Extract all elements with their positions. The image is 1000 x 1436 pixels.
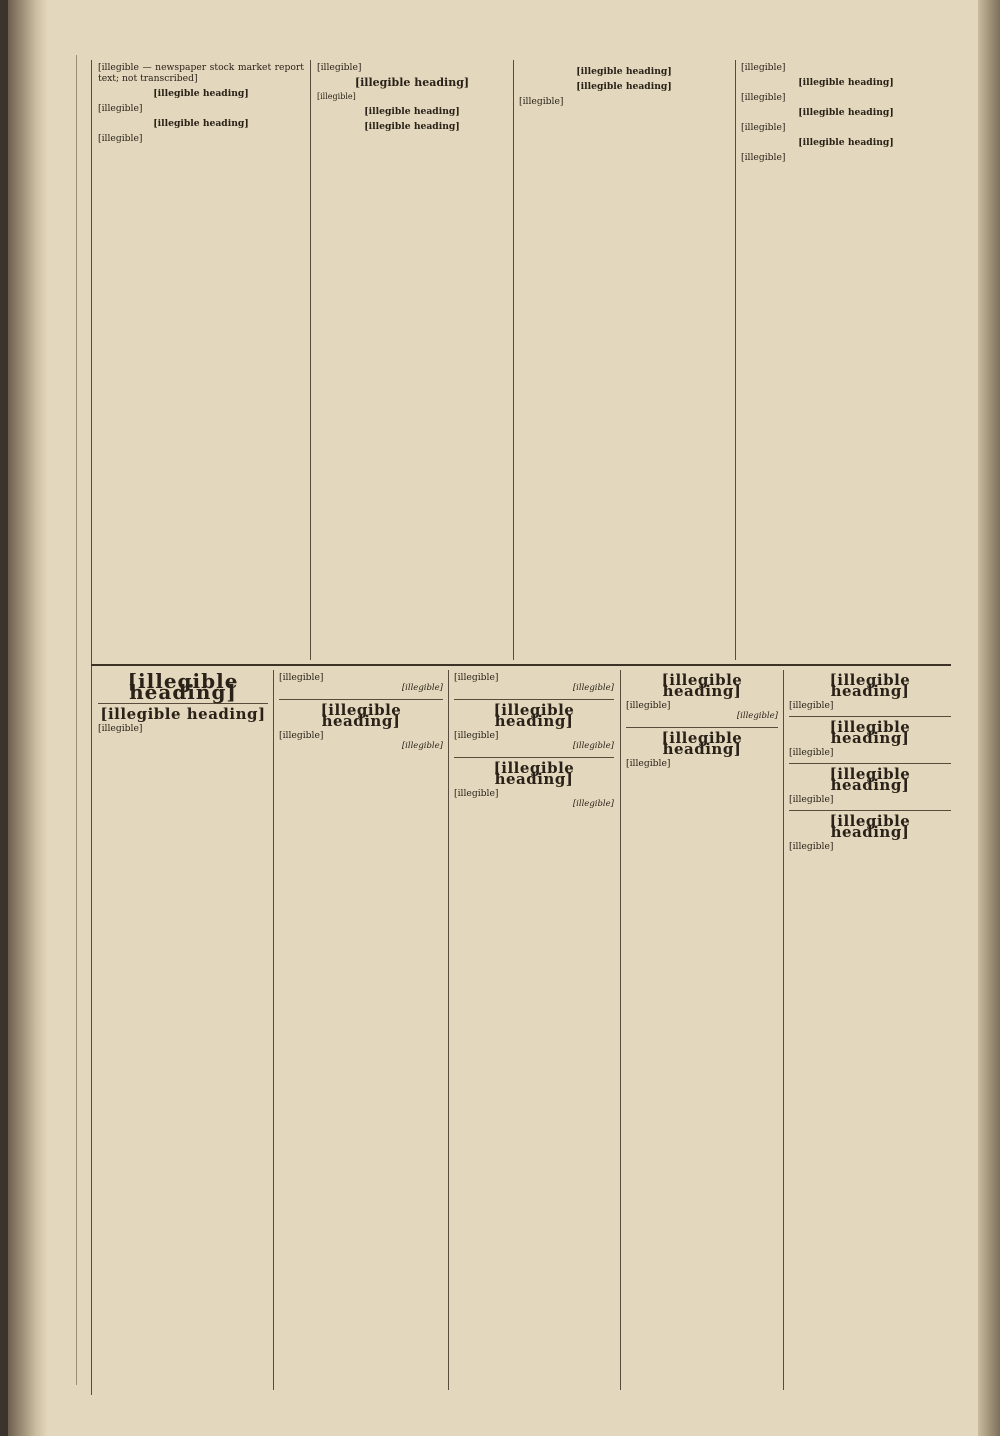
notice-body: [illegible] bbox=[454, 788, 499, 799]
notices-column-2 bbox=[279, 672, 443, 1388]
market-column-1 bbox=[98, 62, 304, 660]
notices-main-heading: [illegible heading] bbox=[127, 672, 239, 704]
notices-column-3 bbox=[454, 672, 614, 1388]
section-heading: [illegible heading] bbox=[798, 77, 894, 88]
notice-body: [illegible] bbox=[279, 730, 324, 741]
section-rule bbox=[91, 664, 951, 666]
section-heading: [illegible heading] bbox=[153, 88, 249, 99]
notice-signature: [illegible] bbox=[572, 799, 614, 809]
notice-body: [illegible] bbox=[789, 794, 834, 805]
notice-heading: [illegible heading] bbox=[100, 705, 266, 723]
article-body: [illegible] bbox=[741, 92, 786, 103]
notice-heading: [illegible heading] bbox=[320, 701, 402, 730]
section-heading: [illegible heading] bbox=[354, 76, 470, 89]
notice-heading: [illegible heading] bbox=[829, 718, 911, 747]
column-rule bbox=[448, 670, 449, 1390]
column-rule bbox=[513, 60, 514, 660]
notice-signature: [illegible] bbox=[736, 711, 778, 721]
notice-heading: [illegible heading] bbox=[829, 765, 911, 794]
devisen-note: [illegible] bbox=[317, 92, 356, 101]
notice-body: [illegible] bbox=[454, 730, 499, 741]
table-heading: [illegible heading] bbox=[364, 120, 460, 132]
market-column-4 bbox=[741, 62, 951, 660]
notice-body: [illegible] bbox=[454, 672, 499, 683]
article-body: [illegible] bbox=[741, 62, 786, 73]
section-heading: [illegible heading] bbox=[798, 137, 894, 148]
table-heading: [illegible heading] bbox=[364, 105, 460, 117]
column-rule bbox=[783, 670, 784, 1390]
market-column-3 bbox=[519, 62, 729, 660]
notice-body: [illegible] bbox=[98, 723, 143, 734]
notice-heading: [illegible heading] bbox=[829, 672, 911, 700]
article-body: [illegible] bbox=[317, 62, 362, 73]
column-rule bbox=[273, 670, 274, 1390]
previous-page-strip bbox=[48, 55, 77, 1385]
page-edge bbox=[978, 0, 1000, 1436]
notice-heading: [illegible heading] bbox=[661, 729, 743, 758]
notices-column-1 bbox=[98, 672, 268, 1388]
table-title: [illegible heading] bbox=[576, 66, 672, 77]
newspaper-page bbox=[8, 0, 1000, 1436]
notice-body: [illegible] bbox=[279, 672, 324, 683]
notice-body: [illegible] bbox=[626, 700, 671, 711]
notice-signature: [illegible] bbox=[401, 741, 443, 751]
article-body: [illegible] bbox=[98, 103, 143, 114]
market-column-2 bbox=[317, 62, 507, 660]
notice-heading: [illegible heading] bbox=[493, 759, 575, 788]
column-rule bbox=[310, 60, 311, 660]
section-heading: [illegible heading] bbox=[153, 118, 249, 129]
column-rule bbox=[91, 60, 92, 1395]
article-body: [illegible] bbox=[741, 152, 786, 163]
article-body: [illegible] bbox=[519, 96, 564, 107]
notice-signature: [illegible] bbox=[401, 683, 443, 693]
column-rule bbox=[735, 60, 736, 660]
notice-signature: [illegible] bbox=[572, 741, 614, 751]
notice-body: [illegible] bbox=[789, 841, 834, 852]
binding-shadow bbox=[8, 0, 48, 1436]
notices-column-5 bbox=[789, 672, 951, 1388]
column-rule bbox=[620, 670, 621, 1390]
article-intro: [illegible — newspaper stock market report text; not transcribed] bbox=[98, 62, 304, 84]
article-body: [illegible] bbox=[98, 133, 143, 144]
notices-column-4 bbox=[626, 672, 778, 1388]
notice-heading: [illegible heading] bbox=[493, 701, 575, 730]
notice-body: [illegible] bbox=[626, 758, 671, 769]
section-heading: [illegible heading] bbox=[576, 81, 672, 92]
notice-heading: [illegible heading] bbox=[829, 812, 911, 841]
notice-heading: [illegible heading] bbox=[661, 672, 743, 700]
notice-body: [illegible] bbox=[789, 747, 834, 758]
article-body: [illegible] bbox=[741, 122, 786, 133]
notice-signature: [illegible] bbox=[572, 683, 614, 693]
notice-body: [illegible] bbox=[789, 700, 834, 711]
section-heading: [illegible heading] bbox=[798, 107, 894, 118]
